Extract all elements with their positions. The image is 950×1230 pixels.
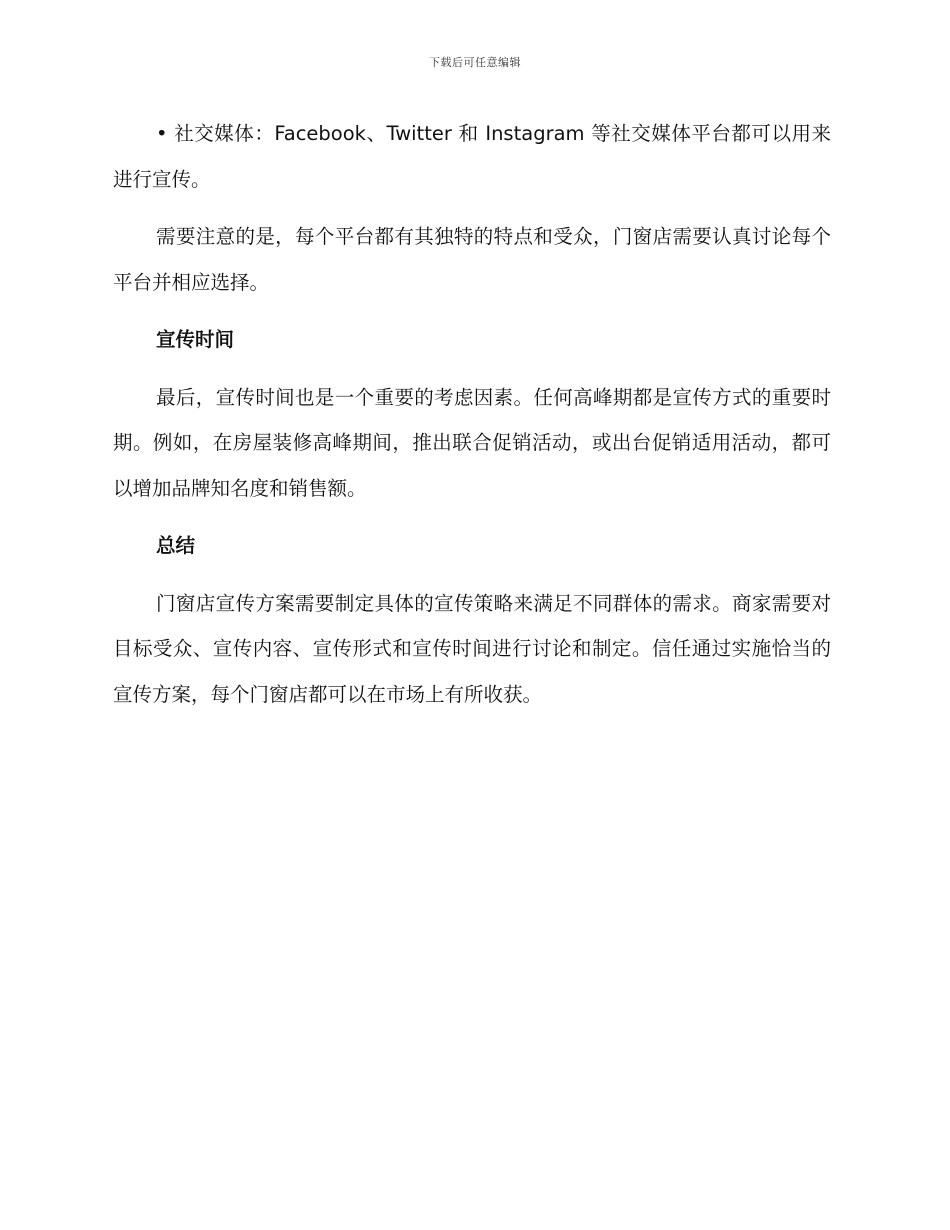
summary-heading: 总结 — [156, 534, 196, 557]
page-header: 下载后可任意编辑 — [429, 56, 521, 69]
summary-paragraph: 门窗店宣传方案需要制定具体的宣传策略来满足不同群体的需求。商家需要对目标受众、宣传内容、宣传形式和宣传时间进行讨论和制定。信任通过实施恰当的宣传方案，每个门窗店都可以在市场上有所收获。 — [113, 591, 831, 706]
note-paragraph: 需要注意的是，每个平台都有其独特的特点和受众，门窗店需要认真讨论每个平台并相应选择。 — [113, 225, 831, 294]
document-body — [113, 111, 831, 717]
timing-heading: 宣传时间 — [156, 328, 235, 351]
timing-paragraph: 最后，宣传时间也是一个重要的考虑因素。任何高峰期都是宣传方式的重要时期。例如，在房屋装修高峰期间，推出联合促销活动，或出台促销适用活动，都可以增加品牌知名度和销售额。 — [113, 385, 831, 500]
social-media-paragraph: • 社交媒体：Facebook、Twitter 和 Instagram 等社交媒体平台都可以用来进行宣传。 — [113, 122, 831, 191]
